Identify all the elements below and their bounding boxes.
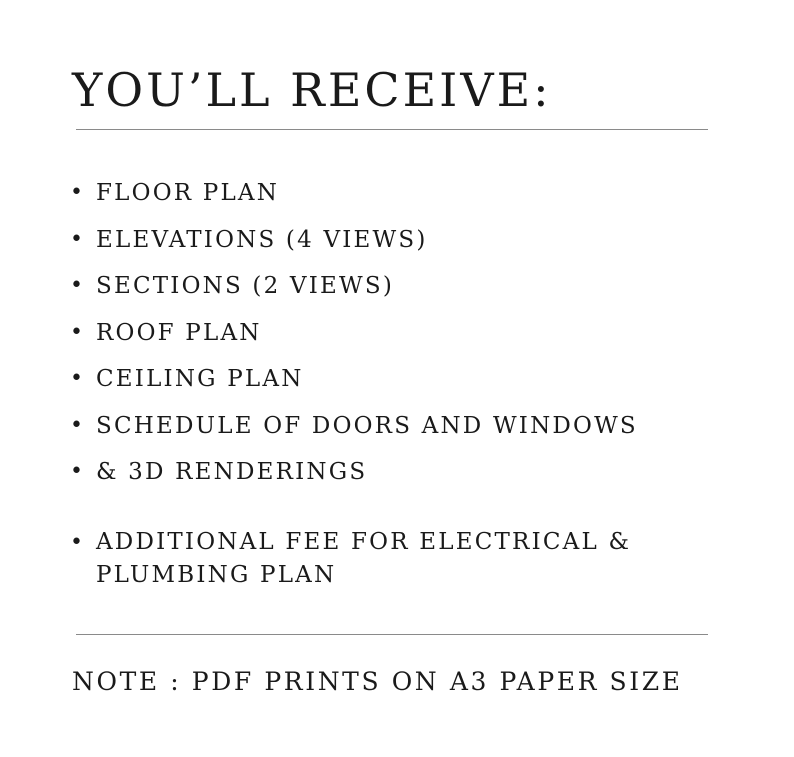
- list-item-label: ELEVATIONS (4 VIEWS): [96, 226, 428, 253]
- list-item-elevations: [70, 217, 638, 264]
- bullet-icon: •: [70, 366, 86, 391]
- page-title: YOU’LL RECEIVE:: [72, 63, 552, 117]
- bullet-icon: •: [70, 319, 86, 345]
- list-item-floor-plan: [70, 170, 638, 217]
- bottom-divider: [76, 634, 708, 635]
- additional-fee-line2: PLUMBING PLAN: [96, 561, 337, 588]
- list-item-label: CEILING PLAN: [96, 366, 304, 392]
- bullet-icon: •: [70, 459, 86, 484]
- bullet-icon: •: [70, 529, 86, 555]
- top-divider: [76, 129, 708, 130]
- list-item-additional-fee: [70, 526, 638, 592]
- list-item-label: & 3D RENDERINGS: [96, 459, 368, 485]
- list-item-ceiling-plan: [70, 356, 638, 403]
- additional-fee-line1: ADDITIONAL FEE FOR ELECTRICAL &: [96, 528, 632, 555]
- additional-fee-text: [96, 526, 631, 592]
- list-item-roof-plan: [70, 310, 638, 357]
- list-item-label: SECTIONS (2 VIEWS): [96, 273, 394, 299]
- list-item-schedule: [70, 403, 638, 450]
- list-item-label: FLOOR PLAN: [96, 180, 280, 206]
- deliverables-list: [70, 170, 638, 592]
- list-item-label: SCHEDULE OF DOORS AND WINDOWS: [96, 412, 638, 439]
- bullet-icon: •: [70, 273, 86, 298]
- note-text: NOTE : PDF PRINTS ON A3 PAPER SIZE: [72, 667, 683, 696]
- bullet-icon: •: [70, 226, 86, 252]
- list-item-sections: [70, 263, 638, 310]
- bullet-icon: •: [70, 180, 86, 205]
- list-item-renderings: [70, 449, 638, 496]
- list-item-label: ROOF PLAN: [96, 319, 262, 346]
- bullet-icon: •: [70, 412, 86, 438]
